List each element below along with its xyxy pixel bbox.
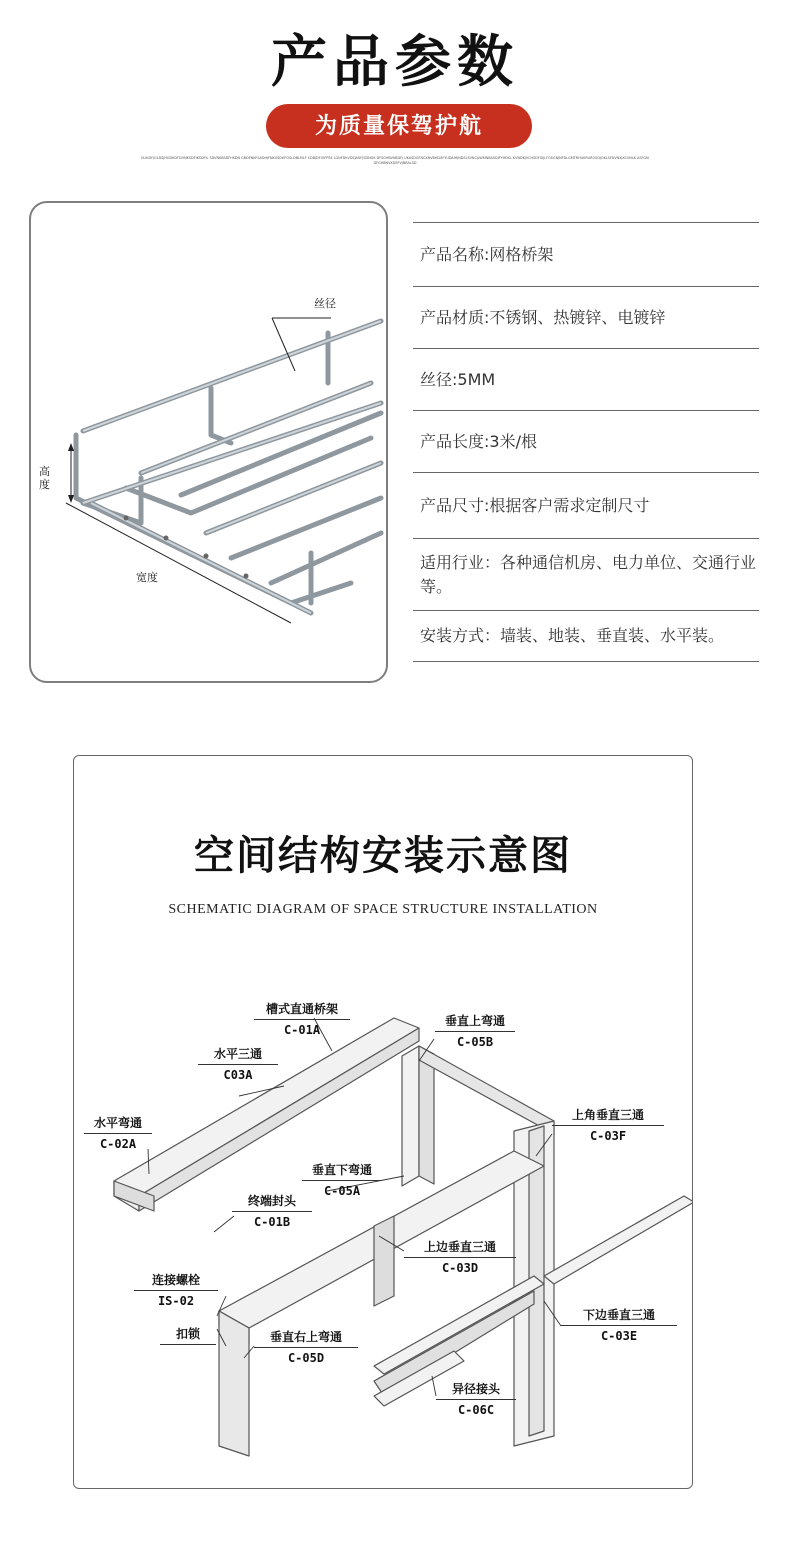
callout-name: 上角垂直三通 [571, 1108, 644, 1122]
callout-buckle [160, 1325, 216, 1346]
callout-name: 槽式直通桥架 [265, 1002, 338, 1016]
callout-code: C-05D [287, 1351, 325, 1365]
callout-name: 水平三通 [213, 1047, 262, 1061]
callout-c01b [232, 1192, 312, 1231]
callout-code: C-01B [253, 1215, 291, 1229]
width-label: 宽度 [136, 571, 158, 584]
callout-name: 水平弯通 [93, 1116, 142, 1130]
callout-c06c [436, 1380, 516, 1419]
callout-code: C03A [223, 1068, 253, 1082]
callout-code: C-05A [323, 1184, 361, 1198]
callout-c03e [561, 1306, 677, 1345]
height-label: 高度 [39, 465, 50, 491]
callout-code: C-06C [457, 1403, 495, 1417]
spec-row: 产品材质:不锈钢、热镀锌、电镀锌 [413, 286, 759, 348]
callout-name: 上边垂直三通 [423, 1240, 496, 1254]
callout-name: 垂直上弯通 [444, 1014, 505, 1028]
product-image-frame [29, 201, 388, 683]
callout-name: 垂直右上弯通 [269, 1330, 342, 1344]
callout-is02 [134, 1271, 218, 1310]
decorative-tiny-text: OLIKDFJGLDSJHGDKDFGHNKSDFIKSDFIL SDVNKBSDFHSDN GBDFNKFSADHJFNKUSDHFOSLDBLMLF CDBJDFOIFPSE LGNFDKVDSJAGFJSDNGK DFSGHBVKBDFJ UKASDGFNCXNVBHDXFYUDAIHJNDSLSVNCJLWMNBASDIFYHDSL KVNDKJVCHSDFIUJLFOSGNJNFDLGMTRHUKRUROSDJGKLSFDVNXJXCVNLK ASFGKIDFGHBNVXDSFVJNRALSD [140, 156, 650, 165]
spec-row: 丝径:5MM [413, 348, 759, 410]
callout-code: C-05B [456, 1035, 494, 1049]
callout-name: 终端封头 [247, 1194, 296, 1208]
callout-c03a [198, 1045, 278, 1084]
callout-name: 连接螺栓 [151, 1273, 200, 1287]
page-title: 产品参数 [271, 29, 519, 95]
callout-name: 垂直下弯通 [311, 1163, 372, 1177]
spec-table [413, 222, 759, 662]
callout-c01a [254, 1000, 350, 1039]
callout-name: 扣锁 [175, 1327, 200, 1341]
callout-name: 异径接头 [451, 1382, 500, 1396]
callout-c02a [84, 1114, 152, 1153]
wire-mesh-tray-illustration [31, 203, 388, 683]
diagram-title: 空间结构安装示意图 [194, 832, 572, 879]
callout-c03d [404, 1238, 516, 1277]
callout-code: C-01A [283, 1023, 321, 1037]
callout-name: 下边垂直三通 [582, 1308, 655, 1322]
callout-c05a [302, 1161, 382, 1200]
callout-code: C-03E [600, 1329, 638, 1343]
callout-c05d [254, 1328, 358, 1367]
diagram-panel [73, 755, 693, 1489]
callout-code: C-03D [441, 1261, 479, 1275]
spec-row: 产品名称:网格桥架 [413, 222, 759, 286]
callout-code: IS-02 [157, 1294, 195, 1308]
callout-c03f [552, 1106, 664, 1145]
spec-row: 产品尺寸:根据客户需求定制尺寸 [413, 472, 759, 538]
wire-diameter-label: 丝径 [314, 297, 336, 310]
spec-row: 适用行业：各种通信机房、电力单位、交通行业等。 [413, 538, 759, 610]
quality-badge: 为质量保驾护航 [266, 104, 532, 148]
callout-code: C-02A [99, 1137, 137, 1151]
diagram-subtitle: SCHEMATIC DIAGRAM OF SPACE STRUCTURE INSTALLATION [168, 902, 598, 917]
spec-row: 产品长度:3米/根 [413, 410, 759, 472]
callout-code: C-03F [589, 1129, 627, 1143]
callout-c05b [435, 1012, 515, 1051]
spec-row: 安装方式：墙装、地装、垂直装、水平装。 [413, 610, 759, 662]
